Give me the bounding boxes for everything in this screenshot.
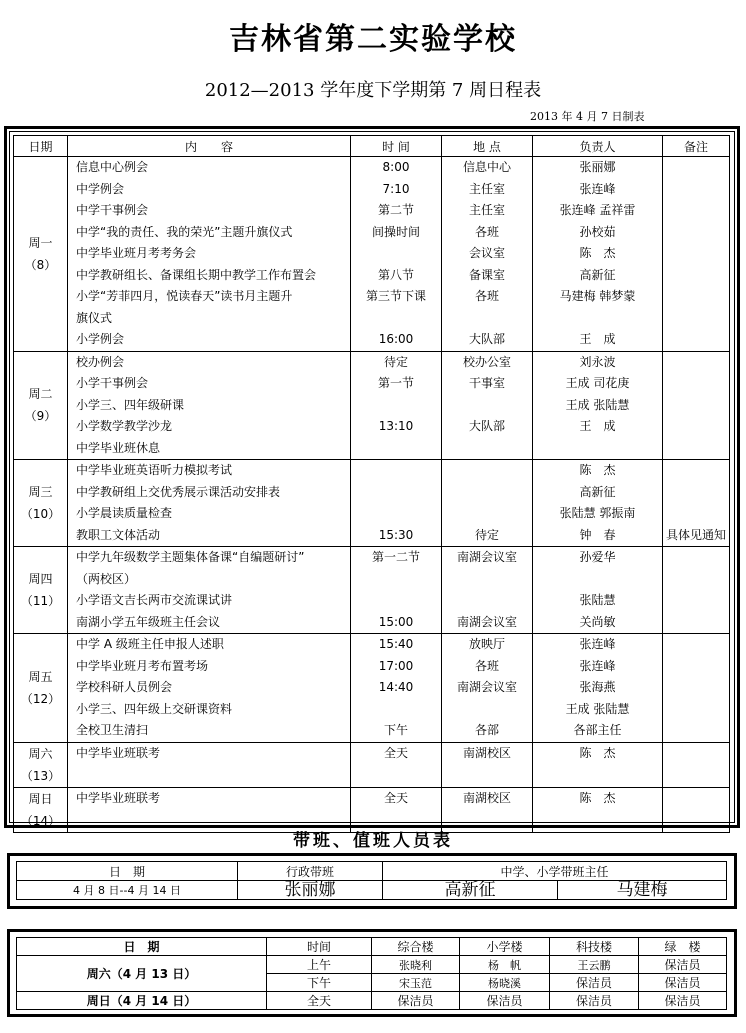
content-line: 学校科研人员例会 <box>76 680 173 694</box>
person-line: 王成 张陆慧 <box>565 701 630 716</box>
cleaning-cell: 保洁员 <box>550 992 639 1010</box>
person-cell <box>533 157 663 352</box>
person-cell <box>533 742 663 787</box>
place-line <box>442 590 532 612</box>
content-line: 小学晨读质量检查 <box>76 506 173 520</box>
day-number: （8） <box>24 257 57 272</box>
time-cell <box>351 157 442 352</box>
person-line: 王 成 <box>579 419 616 433</box>
place-line: 主任室 <box>468 181 505 196</box>
day-row <box>14 460 730 547</box>
time-line: 第八节 <box>377 267 414 282</box>
time-line: 15:40 <box>378 637 414 651</box>
cleaning-cell: 杨 帆 <box>460 956 550 974</box>
note-line <box>663 720 729 742</box>
content-line: 中学毕业班联考 <box>76 745 161 760</box>
header-date: 日期 <box>14 136 68 157</box>
person-line: 张丽娜 <box>579 160 616 174</box>
day-number: （14） <box>20 813 61 828</box>
content-line: 校办例会 <box>76 354 125 369</box>
time-line: 15:00 <box>378 614 414 629</box>
cleaning-header-building4: 绿 楼 <box>639 938 727 956</box>
content-line <box>68 764 350 786</box>
cleaning-cell: 保洁员 <box>372 992 460 1010</box>
time-cell <box>351 351 442 460</box>
person-line: 张海燕 <box>579 680 616 694</box>
time-line: 14:40 <box>378 680 414 694</box>
place-line <box>442 438 532 460</box>
place-cell <box>442 634 533 743</box>
person-cell <box>533 460 663 547</box>
note-line <box>663 179 729 201</box>
duty-middle: 高新征 <box>383 881 558 900</box>
day-name: 周四 <box>28 572 53 586</box>
place-line: 主任室 <box>468 203 505 217</box>
content-cell <box>68 351 351 460</box>
time-line: 第一节 <box>377 376 414 390</box>
note-line <box>663 482 729 504</box>
note-line <box>663 329 729 351</box>
time-cell <box>351 742 442 787</box>
person-line: 张陆慧 郭振南 <box>559 506 636 520</box>
cleaning-cell: 保洁员 <box>639 992 727 1010</box>
time-line: 7:10 <box>382 181 410 196</box>
day-label <box>14 157 68 352</box>
duty-header-teachers: 中学、小学带班主任 <box>383 862 727 881</box>
note-line <box>663 590 729 612</box>
place-cell <box>442 460 533 547</box>
day-row <box>14 547 730 634</box>
time-line <box>351 243 441 265</box>
note-line <box>663 656 729 678</box>
time-line: 13:10 <box>378 419 414 433</box>
person-line: 孙爱华 <box>579 550 616 564</box>
time-line <box>351 503 441 525</box>
place-line <box>442 503 532 525</box>
cleaning-header-time: 时间 <box>267 938 372 956</box>
place-line: 信息中心 <box>462 160 511 174</box>
note-line <box>663 743 729 765</box>
header-content: 内 容 <box>68 136 351 157</box>
time-line <box>351 569 441 591</box>
time-cell <box>351 460 442 547</box>
person-line: 张连峰 <box>579 637 616 651</box>
content-line: 小学语文吉长两市交流课试讲 <box>76 593 233 607</box>
place-line <box>442 395 532 417</box>
header-time: 时 间 <box>351 136 442 157</box>
time-line: 16:00 <box>378 332 414 346</box>
place-line: 放映厅 <box>468 637 505 651</box>
note-line <box>663 569 729 591</box>
time-line: 全天 <box>383 745 408 760</box>
day-label <box>14 460 68 547</box>
cleaning-cell: 杨晓溪 <box>460 974 550 992</box>
time-line: 第二节 <box>377 203 414 217</box>
person-line: 陈 杰 <box>579 246 616 260</box>
note-line <box>663 503 729 525</box>
time-line <box>351 438 441 460</box>
place-line: 各班 <box>474 289 499 303</box>
cleaning-row <box>17 992 727 1010</box>
person-line: 孙校茹 <box>579 224 616 239</box>
content-cell <box>68 634 351 743</box>
person-cell <box>533 547 663 634</box>
place-line: 备课室 <box>468 267 505 282</box>
content-line: 小学数学教学沙龙 <box>76 419 173 433</box>
day-number: （10） <box>20 507 61 521</box>
note-line <box>663 677 729 699</box>
person-line: 王 成 <box>579 332 616 346</box>
day-number: （11） <box>20 594 61 608</box>
place-line: 各部 <box>474 723 499 737</box>
note-line <box>663 395 729 417</box>
time-line <box>351 460 441 482</box>
note-cell <box>663 547 730 634</box>
note-line <box>663 243 729 265</box>
content-cell <box>68 157 351 352</box>
cleaning-cell: 保洁员 <box>639 956 727 974</box>
content-line: 小学三、四年级研课 <box>76 397 185 412</box>
note-line <box>663 788 729 810</box>
time-line <box>351 395 441 417</box>
content-line: 中学毕业班英语听力模拟考试 <box>76 463 233 477</box>
note-line <box>663 265 729 287</box>
place-cell <box>442 157 533 352</box>
content-line: 中学教研组长、备课组长期中教学工作布置会 <box>76 267 317 282</box>
place-cell <box>442 351 533 460</box>
person-line: 陈 杰 <box>579 463 616 477</box>
cleaning-cell: 王云鹏 <box>550 956 639 974</box>
place-line: 大队部 <box>468 332 505 346</box>
duty-table <box>16 861 727 900</box>
cleaning-cell: 下午 <box>267 974 372 992</box>
time-line: 待定 <box>383 354 408 369</box>
content-line: 中学毕业班联考 <box>76 790 161 805</box>
time-line: 8:00 <box>382 160 410 174</box>
day-name: 周日 <box>28 791 53 806</box>
content-line: 全校卫生清扫 <box>76 723 149 737</box>
weekly-schedule-frame <box>4 126 740 828</box>
cleaning-frame <box>7 929 737 1017</box>
day-label <box>14 742 68 787</box>
time-line <box>351 590 441 612</box>
place-line <box>442 460 532 482</box>
time-line: 第一二节 <box>371 550 420 564</box>
note-line <box>663 200 729 222</box>
note-line <box>663 373 729 395</box>
time-line <box>351 482 441 504</box>
note-cell <box>663 460 730 547</box>
place-line <box>442 482 532 504</box>
note-line <box>663 222 729 244</box>
content-line: 中学毕业班月考考务会 <box>76 246 197 260</box>
content-line: 旗仪式 <box>76 310 113 325</box>
person-line: 刘永波 <box>579 354 616 369</box>
person-line: 高新征 <box>579 484 616 499</box>
time-line: 15:30 <box>378 527 414 542</box>
duty-row <box>17 881 727 900</box>
day-number: （9） <box>24 409 57 424</box>
person-line: 关尚敏 <box>579 614 616 629</box>
cleaning-saturday: 周六（4 月 13 日） <box>17 956 267 992</box>
place-line: 大队部 <box>468 419 505 433</box>
time-line: 间操时间 <box>371 224 420 239</box>
day-label <box>14 634 68 743</box>
content-line: 中学毕业班休息 <box>76 440 161 455</box>
cleaning-cell: 宋玉范 <box>372 974 460 992</box>
person-line: 各部主任 <box>573 723 622 737</box>
note-line <box>663 157 729 179</box>
header-person: 负责人 <box>533 136 663 157</box>
note-line <box>663 460 729 482</box>
day-label <box>14 547 68 634</box>
place-line: 南湖校区 <box>462 790 511 805</box>
content-line: 中学例会 <box>76 181 125 196</box>
person-line: 张陆慧 <box>579 593 616 607</box>
person-line: 王成 司花庚 <box>565 376 630 390</box>
cleaning-sunday: 周日（4 月 14 日） <box>17 992 267 1010</box>
place-line: 南湖会议室 <box>456 680 517 694</box>
content-line: 中学教研组上交优秀展示课活动安排表 <box>76 484 281 499</box>
note-line <box>663 612 729 634</box>
day-name: 周五 <box>28 669 53 684</box>
day-row <box>14 351 730 460</box>
place-line: 校办公室 <box>462 354 511 369</box>
content-line: 中学干事例会 <box>76 203 149 217</box>
content-line: 教职工文体活动 <box>76 527 161 542</box>
cleaning-header-building1: 综合楼 <box>372 938 460 956</box>
content-line: 信息中心例会 <box>76 160 149 174</box>
schedule-subtitle: 2012—2013 学年度下学期第 7 周日程表 <box>204 80 542 101</box>
cleaning-table <box>16 937 727 1010</box>
day-row <box>14 157 730 352</box>
day-number: （12） <box>20 691 61 706</box>
time-line: 下午 <box>383 723 408 737</box>
cleaning-cell: 保洁员 <box>639 974 727 992</box>
note-line <box>663 416 729 438</box>
table-header-row <box>14 136 730 157</box>
place-line <box>442 569 532 591</box>
note-line <box>663 286 729 308</box>
place-line: 会议室 <box>468 246 505 260</box>
place-cell <box>442 547 533 634</box>
duty-frame <box>7 853 737 909</box>
day-name: 周二 <box>28 387 53 402</box>
person-line: 高新征 <box>579 267 616 282</box>
duty-date: 4 月 8 日--4 月 14 日 <box>17 881 238 900</box>
duty-header-row <box>17 862 727 881</box>
place-line <box>442 699 532 721</box>
duty-admin: 张丽娜 <box>238 881 383 900</box>
person-line <box>533 438 662 460</box>
place-line: 干事室 <box>468 376 505 390</box>
day-name: 周三 <box>28 485 53 499</box>
cleaning-cell: 全天 <box>267 992 372 1010</box>
note-line <box>663 352 729 374</box>
content-line: 中学毕业班月考布置考场 <box>76 658 209 673</box>
cleaning-header-building2: 小学楼 <box>460 938 550 956</box>
content-line: 小学“芳菲四月，悦读春天”读书月主题升 <box>76 289 293 303</box>
time-line <box>351 764 441 786</box>
time-line: 17:00 <box>378 658 414 673</box>
place-cell <box>442 742 533 787</box>
header-note: 备注 <box>663 136 730 157</box>
time-line: 第三节下课 <box>365 289 426 303</box>
cleaning-header-building3: 科技楼 <box>550 938 639 956</box>
note-line <box>663 547 729 569</box>
day-row <box>14 742 730 787</box>
time-line <box>351 699 441 721</box>
header-place: 地 点 <box>442 136 533 157</box>
content-cell <box>68 547 351 634</box>
note-cell <box>663 157 730 352</box>
cleaning-cell: 上午 <box>267 956 372 974</box>
content-cell <box>68 460 351 547</box>
note-line: 具体见通知 <box>665 527 726 542</box>
person-line <box>533 764 662 786</box>
time-cell <box>351 634 442 743</box>
content-line: 小学例会 <box>76 332 125 346</box>
duty-header-date: 日 期 <box>17 862 238 881</box>
content-line: （两校区） <box>76 571 137 586</box>
person-line: 陈 杰 <box>579 790 616 805</box>
cleaning-cell: 保洁员 <box>550 974 639 992</box>
person-cell <box>533 351 663 460</box>
note-line <box>663 308 729 330</box>
person-line: 张连峰 <box>579 658 616 673</box>
note-line <box>663 764 729 786</box>
day-label <box>14 351 68 460</box>
note-line <box>663 438 729 460</box>
person-line: 钟 春 <box>579 527 616 542</box>
cleaning-cell: 保洁员 <box>460 992 550 1010</box>
content-line: 中学 A 级班主任申报人述职 <box>76 637 224 651</box>
day-name: 周六 <box>28 746 53 761</box>
time-cell <box>351 547 442 634</box>
person-line: 王成 张陆慧 <box>565 397 630 412</box>
place-line: 各班 <box>474 224 499 239</box>
person-cell <box>533 634 663 743</box>
time-line: 全天 <box>383 790 408 805</box>
person-line <box>533 569 662 591</box>
day-number: （13） <box>20 768 61 783</box>
school-title: 吉林省第二实验学校 <box>229 22 517 57</box>
note-cell <box>663 634 730 743</box>
cleaning-cell: 张晓利 <box>372 956 460 974</box>
note-line <box>663 699 729 721</box>
cleaning-header-row <box>17 938 727 956</box>
note-cell <box>663 351 730 460</box>
person-line: 张连峰 <box>579 181 616 196</box>
content-line: 中学九年级数学主题集体备课“自编题研讨” <box>76 550 305 564</box>
place-line: 南湖会议室 <box>456 614 517 629</box>
place-line: 南湖校区 <box>462 745 511 760</box>
day-row <box>14 634 730 743</box>
place-line <box>442 308 532 330</box>
content-cell <box>68 742 351 787</box>
person-line <box>533 308 662 330</box>
place-line: 待定 <box>474 527 499 542</box>
person-line: 陈 杰 <box>579 745 616 760</box>
note-cell <box>663 742 730 787</box>
weekly-schedule-table <box>13 135 730 833</box>
content-line: 南湖小学五年级班主任会议 <box>76 614 221 629</box>
content-line: 小学干事例会 <box>76 376 149 390</box>
person-line: 马建梅 韩梦蒙 <box>559 289 636 303</box>
cleaning-row <box>17 956 727 974</box>
day-name: 周一 <box>28 235 53 250</box>
place-line: 南湖会议室 <box>456 550 517 564</box>
duty-primary: 马建梅 <box>558 881 727 900</box>
place-line <box>442 764 532 786</box>
duty-header-admin: 行政带班 <box>238 862 383 881</box>
place-line: 各班 <box>474 658 499 673</box>
note-line <box>663 634 729 656</box>
cleaning-header-date: 日 期 <box>17 938 267 956</box>
made-date: 2013 年 4 月 7 日制表 <box>530 110 645 123</box>
time-line <box>351 308 441 330</box>
content-line: 小学三、四年级上交研课资料 <box>76 701 233 716</box>
content-line: 中学“我的责任、我的荣光”主题升旗仪式 <box>76 224 293 239</box>
duty-section-title: 带班、值班人员表 <box>293 831 453 851</box>
person-line: 张连峰 孟祥雷 <box>559 203 636 217</box>
